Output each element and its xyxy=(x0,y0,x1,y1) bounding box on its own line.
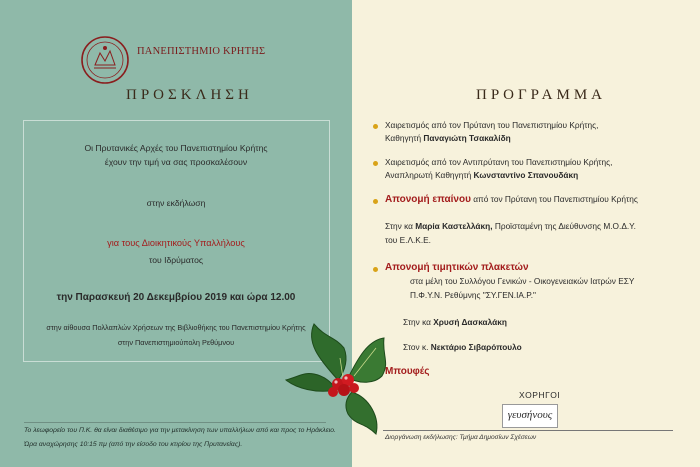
bus-note-2: Ώρα αναχώρησης 10:15 πμ (από την είσοδο του κτιρίου της Πρυτανείας). xyxy=(24,441,243,448)
invitation-line-2: έχουν την τιμή να σας προσκαλέσουν xyxy=(104,157,248,167)
program-item-2: Χαιρετισμός από τον Αντιπρύτανη του Πανεπιστημίου Κρήτης, xyxy=(385,157,613,167)
program-item-3-org: του Ε.Λ.Κ.Ε. xyxy=(385,235,431,245)
program-bullet xyxy=(373,161,378,166)
program-item-1: Χαιρετισμός από τον Πρύτανη του Πανεπιστημίου Κρήτης, xyxy=(385,120,599,130)
program-item-3: Απονομή επαίνου από τον Πρύτανη του Πανεπιστημίου Κρήτης xyxy=(385,194,638,205)
invitation-date: την Παρασκευή 20 Δεκεμβρίου 2019 και ώρα 12.00 xyxy=(56,292,296,303)
bus-note-1: Το λεωφορείο του Π.Κ. θα είναι διαθέσιμο για την μετακίνηση των υπαλλήλων από και προς το Ηράκλειο. xyxy=(24,427,336,434)
program-bullet xyxy=(373,124,378,129)
program-item-4-recipient-2: Στον κ. Νεκτάριο Σιβαρόπουλο xyxy=(403,342,522,352)
invitation-event-title: για τους Διοικητικούς Υπαλλήλους xyxy=(107,238,245,248)
program-title: ΠΡΟΓΡΑΜΜΑ xyxy=(476,87,606,103)
invitation-venue-2: στην Πανεπιστημιούπολη Ρεθύμνου xyxy=(117,338,235,347)
sponsor-logo: γευσήνους xyxy=(502,404,558,428)
invitation-title: ΠΡΟΣΚΛΗΣΗ xyxy=(126,87,253,103)
right-footer-divider xyxy=(383,430,673,431)
program-item-5: Μπουφές xyxy=(385,366,430,377)
program-item-4-detail: στα μέλη του Συλλόγου Γενικών - Οικογενειακών Ιατρών ΕΣΥ xyxy=(410,276,635,286)
program-item-4-org: Π.Φ.Υ.Ν. Ρεθύμνης "ΣΥ.ΓΕΝ.ΙΑ.Ρ." xyxy=(410,290,536,300)
invitation-line-1: Οι Πρυτανικές Αρχές του Πανεπιστημίου Κρήτης xyxy=(84,143,268,153)
sponsors-label: ΧΟΡΗΓΟΙ xyxy=(519,390,561,400)
program-item-3-detail: Στην κα Μαρία Καστελλάκη, Προϊσταμένη της Διεύθυνσης Μ.Ο.Δ.Υ. xyxy=(385,221,636,231)
program-item-4: Απονομή τιμητικών πλακετών xyxy=(385,262,529,273)
organizer-note: Διοργάνωση εκδήλωσης: Τμήμα Δημοσίων Σχέσεων xyxy=(385,434,537,441)
invitation-venue-1: στην αίθουσα Πολλαπλών Χρήσεων της Βιβλιοθήκης του Πανεπιστημίου Κρήτης xyxy=(46,323,306,332)
program-item-4-recipient-1: Στην κα Χρυσή Δασκαλάκη xyxy=(403,317,507,327)
holly-decoration-icon xyxy=(278,318,418,438)
university-seal-icon xyxy=(80,35,130,85)
program-bullet xyxy=(373,199,378,204)
program-item-1-detail: Καθηγητή Παναγιώτη Τσακαλίδη xyxy=(385,133,511,143)
invitation-line-3: στην εκδήλωση xyxy=(146,198,206,208)
university-name: ΠΑΝΕΠΙΣΤΗΜΙΟ ΚΡΗΤΗΣ xyxy=(137,46,266,57)
program-bullet xyxy=(373,267,378,272)
program-item-2-detail: Αναπληρωτή Καθηγητή Κωνσταντίνο Σπανουδάκη xyxy=(385,170,579,180)
invitation-line-5: του Ιδρύματος xyxy=(148,255,203,265)
